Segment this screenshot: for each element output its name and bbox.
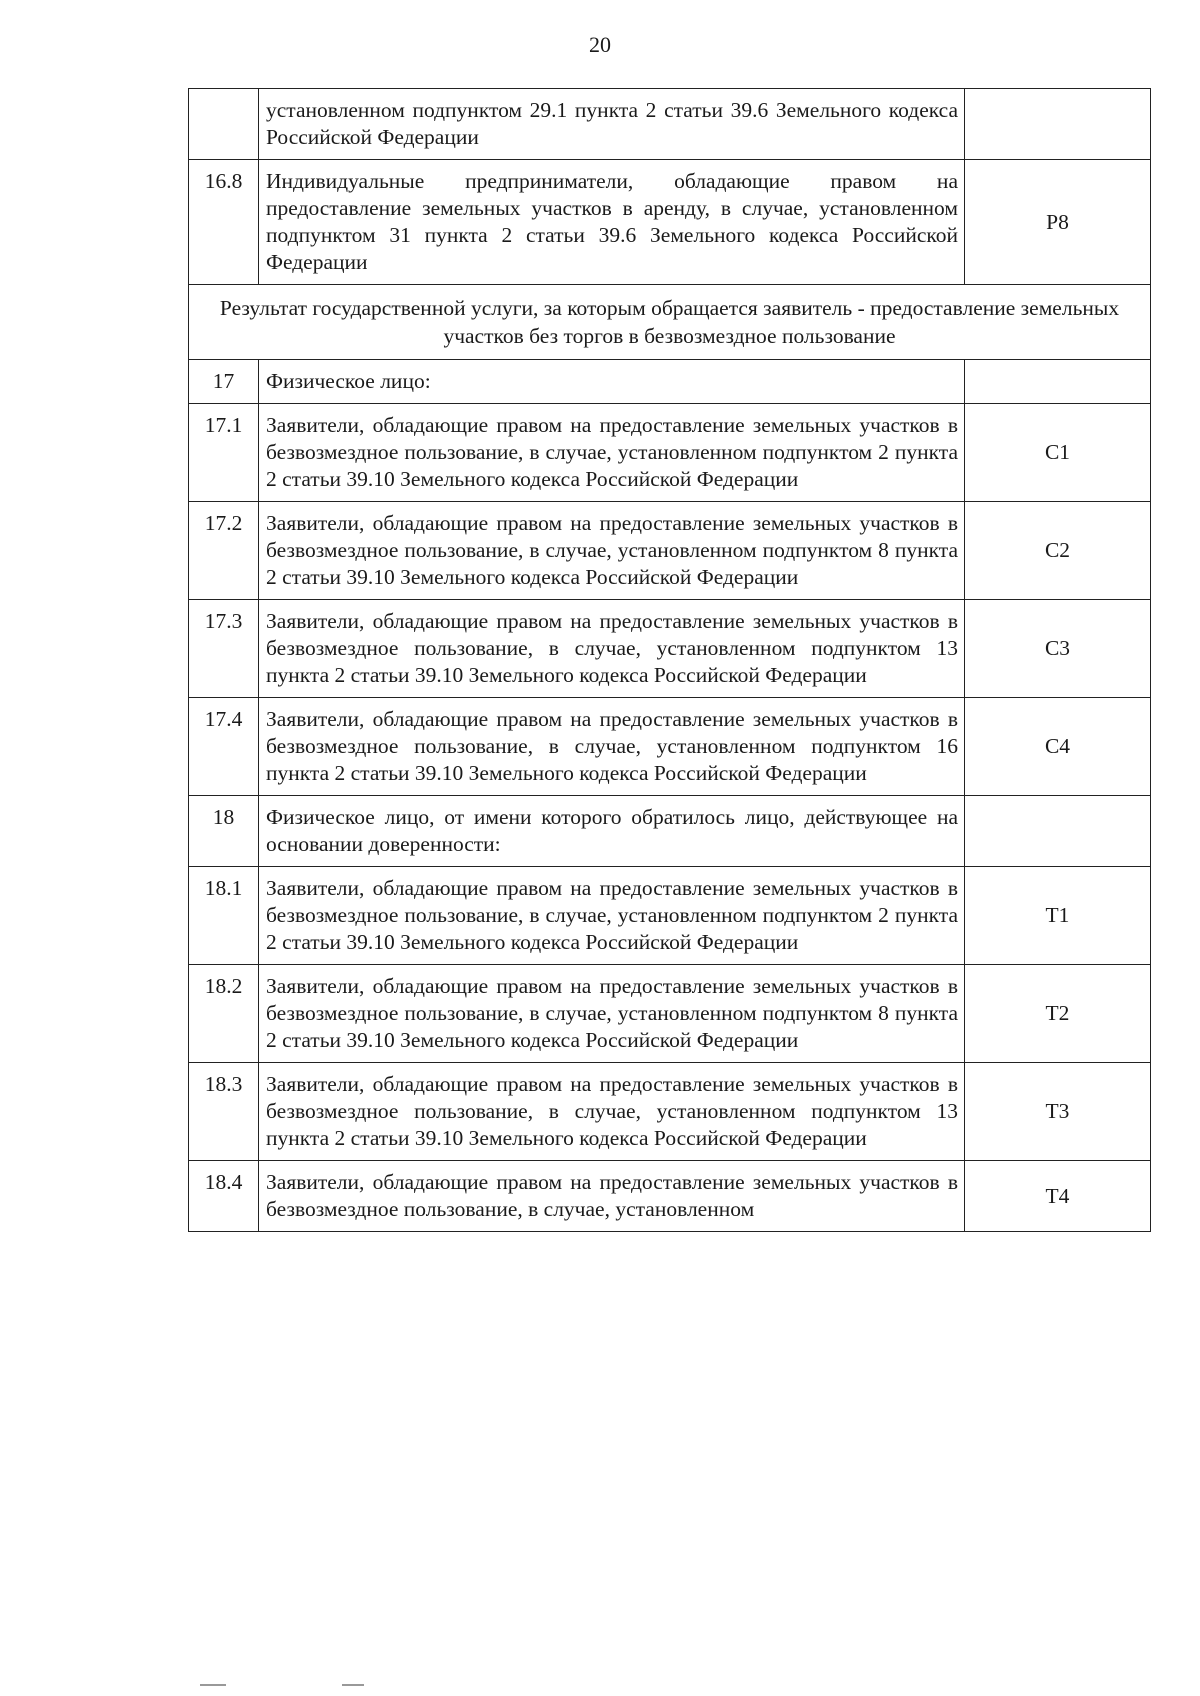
row-description: Физическое лицо: bbox=[259, 360, 965, 404]
row-code: Т4 bbox=[965, 1161, 1151, 1232]
table-row bbox=[189, 965, 1151, 1063]
row-number: 17 bbox=[189, 360, 259, 404]
row-code: Т3 bbox=[965, 1063, 1151, 1161]
row-code: С2 bbox=[965, 502, 1151, 600]
table-row bbox=[189, 502, 1151, 600]
table-row bbox=[189, 360, 1151, 404]
row-description: Физическое лицо, от имени которого обратилось лицо, действующее на основании доверенности: bbox=[259, 796, 965, 867]
row-code bbox=[965, 796, 1151, 867]
row-description: Заявители, обладающие правом на предоставление земельных участков в безвозмездное пользование, в случае, установленном подпунктом 2 пункта 2 статьи 39.10 Земельного кодекса Российской Федерации bbox=[259, 404, 965, 502]
table-body bbox=[189, 89, 1151, 1232]
row-description: Заявители, обладающие правом на предоставление земельных участков в безвозмездное пользование, в случае, установленном bbox=[259, 1161, 965, 1232]
table-row bbox=[189, 160, 1151, 285]
row-number: 18.1 bbox=[189, 867, 259, 965]
section-header-row bbox=[189, 285, 1151, 360]
table-row bbox=[189, 600, 1151, 698]
row-number: 18.4 bbox=[189, 1161, 259, 1232]
row-number: 17.2 bbox=[189, 502, 259, 600]
row-code: Т2 bbox=[965, 965, 1151, 1063]
table-row bbox=[189, 89, 1151, 160]
row-description: Заявители, обладающие правом на предоставление земельных участков в безвозмездное пользование, в случае, установленном подпунктом 16 пункта 2 статьи 39.10 Земельного кодекса Российской Федерации bbox=[259, 698, 965, 796]
table-row bbox=[189, 796, 1151, 867]
applicants-table bbox=[188, 88, 1151, 1232]
table-row bbox=[189, 1063, 1151, 1161]
row-number: 18.3 bbox=[189, 1063, 259, 1161]
row-number: 17.3 bbox=[189, 600, 259, 698]
row-number: 16.8 bbox=[189, 160, 259, 285]
row-description: Заявители, обладающие правом на предоставление земельных участков в безвозмездное пользование, в случае, установленном подпунктом 8 пункта 2 статьи 39.10 Земельного кодекса Российской Федерации bbox=[259, 965, 965, 1063]
table-row bbox=[189, 404, 1151, 502]
row-code: С3 bbox=[965, 600, 1151, 698]
row-number: 17.4 bbox=[189, 698, 259, 796]
row-description: Заявители, обладающие правом на предоставление земельных участков в безвозмездное пользование, в случае, установленном подпунктом 2 пункта 2 статьи 39.10 Земельного кодекса Российской Федерации bbox=[259, 867, 965, 965]
row-description: Заявители, обладающие правом на предоставление земельных участков в безвозмездное пользование, в случае, установленном подпунктом 8 пункта 2 статьи 39.10 Земельного кодекса Российской Федерации bbox=[259, 502, 965, 600]
row-description: Заявители, обладающие правом на предоставление земельных участков в безвозмездное пользование, в случае, установленном подпунктом 13 пункта 2 статьи 39.10 Земельного кодекса Российской Федерации bbox=[259, 1063, 965, 1161]
row-description: Индивидуальные предприниматели, обладающие правом на предоставление земельных участков в аренду, в случае, установленном подпунктом 31 пункта 2 статьи 39.6 Земельного кодекса Российской Федерации bbox=[259, 160, 965, 285]
row-code: С1 bbox=[965, 404, 1151, 502]
row-code bbox=[965, 360, 1151, 404]
table-row bbox=[189, 698, 1151, 796]
row-code bbox=[965, 89, 1151, 160]
page-number: 20 bbox=[589, 32, 611, 57]
row-number: 18 bbox=[189, 796, 259, 867]
row-number bbox=[189, 89, 259, 160]
row-code: Т1 bbox=[965, 867, 1151, 965]
row-description: установленном подпунктом 29.1 пункта 2 статьи 39.6 Земельного кодекса Российской Федерации bbox=[259, 89, 965, 160]
table-row bbox=[189, 1161, 1151, 1232]
table-row bbox=[189, 867, 1151, 965]
section-header: Результат государственной услуги, за которым обращается заявитель - предоставление земельных участков без торгов в безвозмездное пользование bbox=[189, 285, 1151, 360]
row-description: Заявители, обладающие правом на предоставление земельных участков в безвозмездное пользование, в случае, установленном подпунктом 13 пункта 2 статьи 39.10 Земельного кодекса Российской Федерации bbox=[259, 600, 965, 698]
row-code: Р8 bbox=[965, 160, 1151, 285]
row-number: 18.2 bbox=[189, 965, 259, 1063]
row-code: С4 bbox=[965, 698, 1151, 796]
row-number: 17.1 bbox=[189, 404, 259, 502]
footer-scan-marks bbox=[0, 1684, 1200, 1688]
